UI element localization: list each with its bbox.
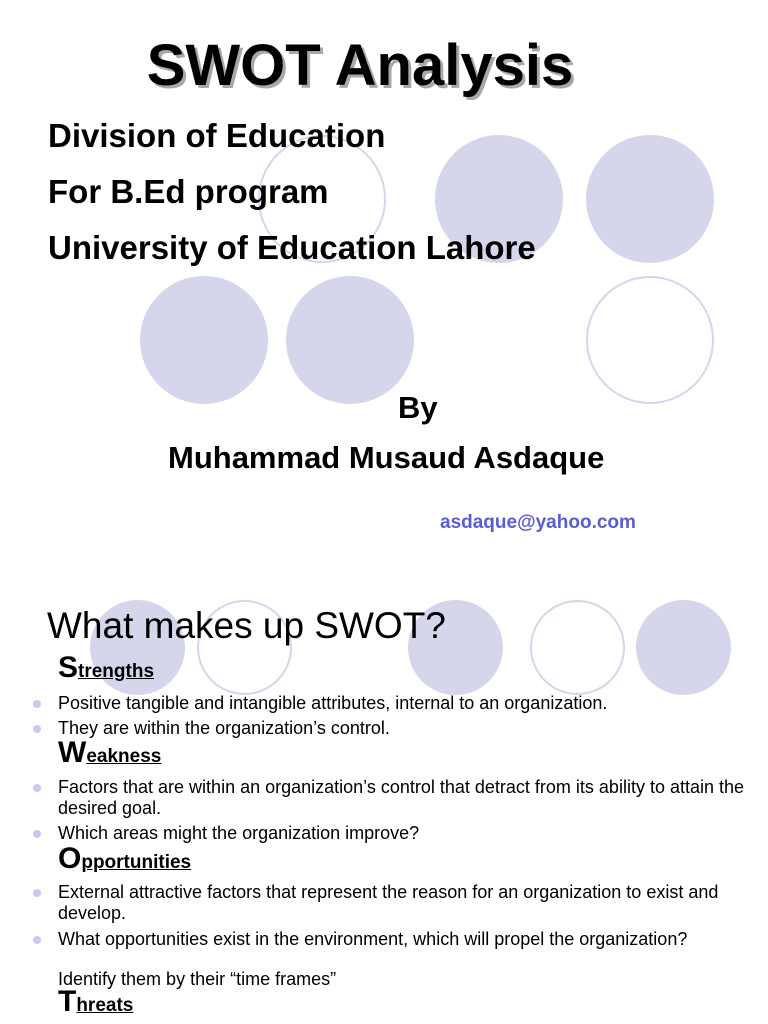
heading-initial: O: [58, 842, 82, 875]
list-item-text: Positive tangible and intangible attributes, internal to an organization.: [58, 693, 608, 713]
slide-swot-components: [0, 580, 768, 1024]
list-item: [58, 718, 758, 739]
threats-heading: [58, 985, 133, 1019]
subtitle-division: Division of Education: [48, 117, 386, 154]
heading-initial: T: [58, 985, 77, 1018]
subtitle-university: University of Education Lahore: [48, 229, 536, 266]
author-name: Muhammad Musaud Asdaque: [168, 440, 605, 475]
email-link[interactable]: asdaque@yahoo.com: [440, 512, 636, 533]
slide-title-text: SWOT Analysis: [146, 33, 574, 98]
decorative-circle: [636, 600, 731, 695]
heading-rest: eakness: [86, 746, 162, 767]
heading-rest: trengths: [78, 661, 155, 682]
strengths-heading: [58, 651, 154, 685]
by-label: By: [398, 390, 438, 425]
bullet-icon: [33, 700, 41, 708]
decorative-circle: [286, 276, 414, 404]
decorative-circle: [586, 276, 714, 404]
weakness-heading: [58, 736, 161, 770]
decorative-circle: [586, 135, 714, 263]
decorative-circle: [140, 276, 268, 404]
list-item: [58, 693, 758, 714]
heading-initial: S: [58, 651, 79, 684]
subtitle-program: For B.Ed program: [48, 173, 329, 210]
bullet-icon: [33, 725, 41, 733]
heading-rest: hreats: [76, 995, 134, 1016]
list-item: [58, 929, 758, 950]
list-item-text: Which areas might the organization improve?: [58, 823, 420, 843]
slide-heading: What makes up SWOT?: [47, 605, 446, 646]
bullet-icon: [33, 889, 41, 897]
opportunities-heading: [58, 842, 191, 876]
note-text: Identify them by their “time frames”: [58, 969, 337, 989]
list-item: [58, 882, 758, 924]
decorative-circle: [530, 600, 625, 695]
bullet-icon: [33, 830, 41, 838]
bullet-icon: [33, 936, 41, 944]
list-item: [58, 823, 758, 844]
list-item: [58, 777, 758, 819]
list-item-text: External attractive factors that represent the reason for an organization to exist and develop.: [58, 882, 719, 923]
bullet-icon: [33, 784, 41, 792]
heading-rest: pportunities: [81, 852, 192, 873]
list-item-text: They are within the organization’s control.: [58, 718, 390, 738]
list-item-text: Factors that are within an organization’s control that detract from its ability to attain the desired goal.: [58, 777, 745, 818]
list-item-text: What opportunities exist in the environment, which will propel the organization?: [58, 929, 688, 949]
heading-initial: W: [58, 736, 87, 769]
